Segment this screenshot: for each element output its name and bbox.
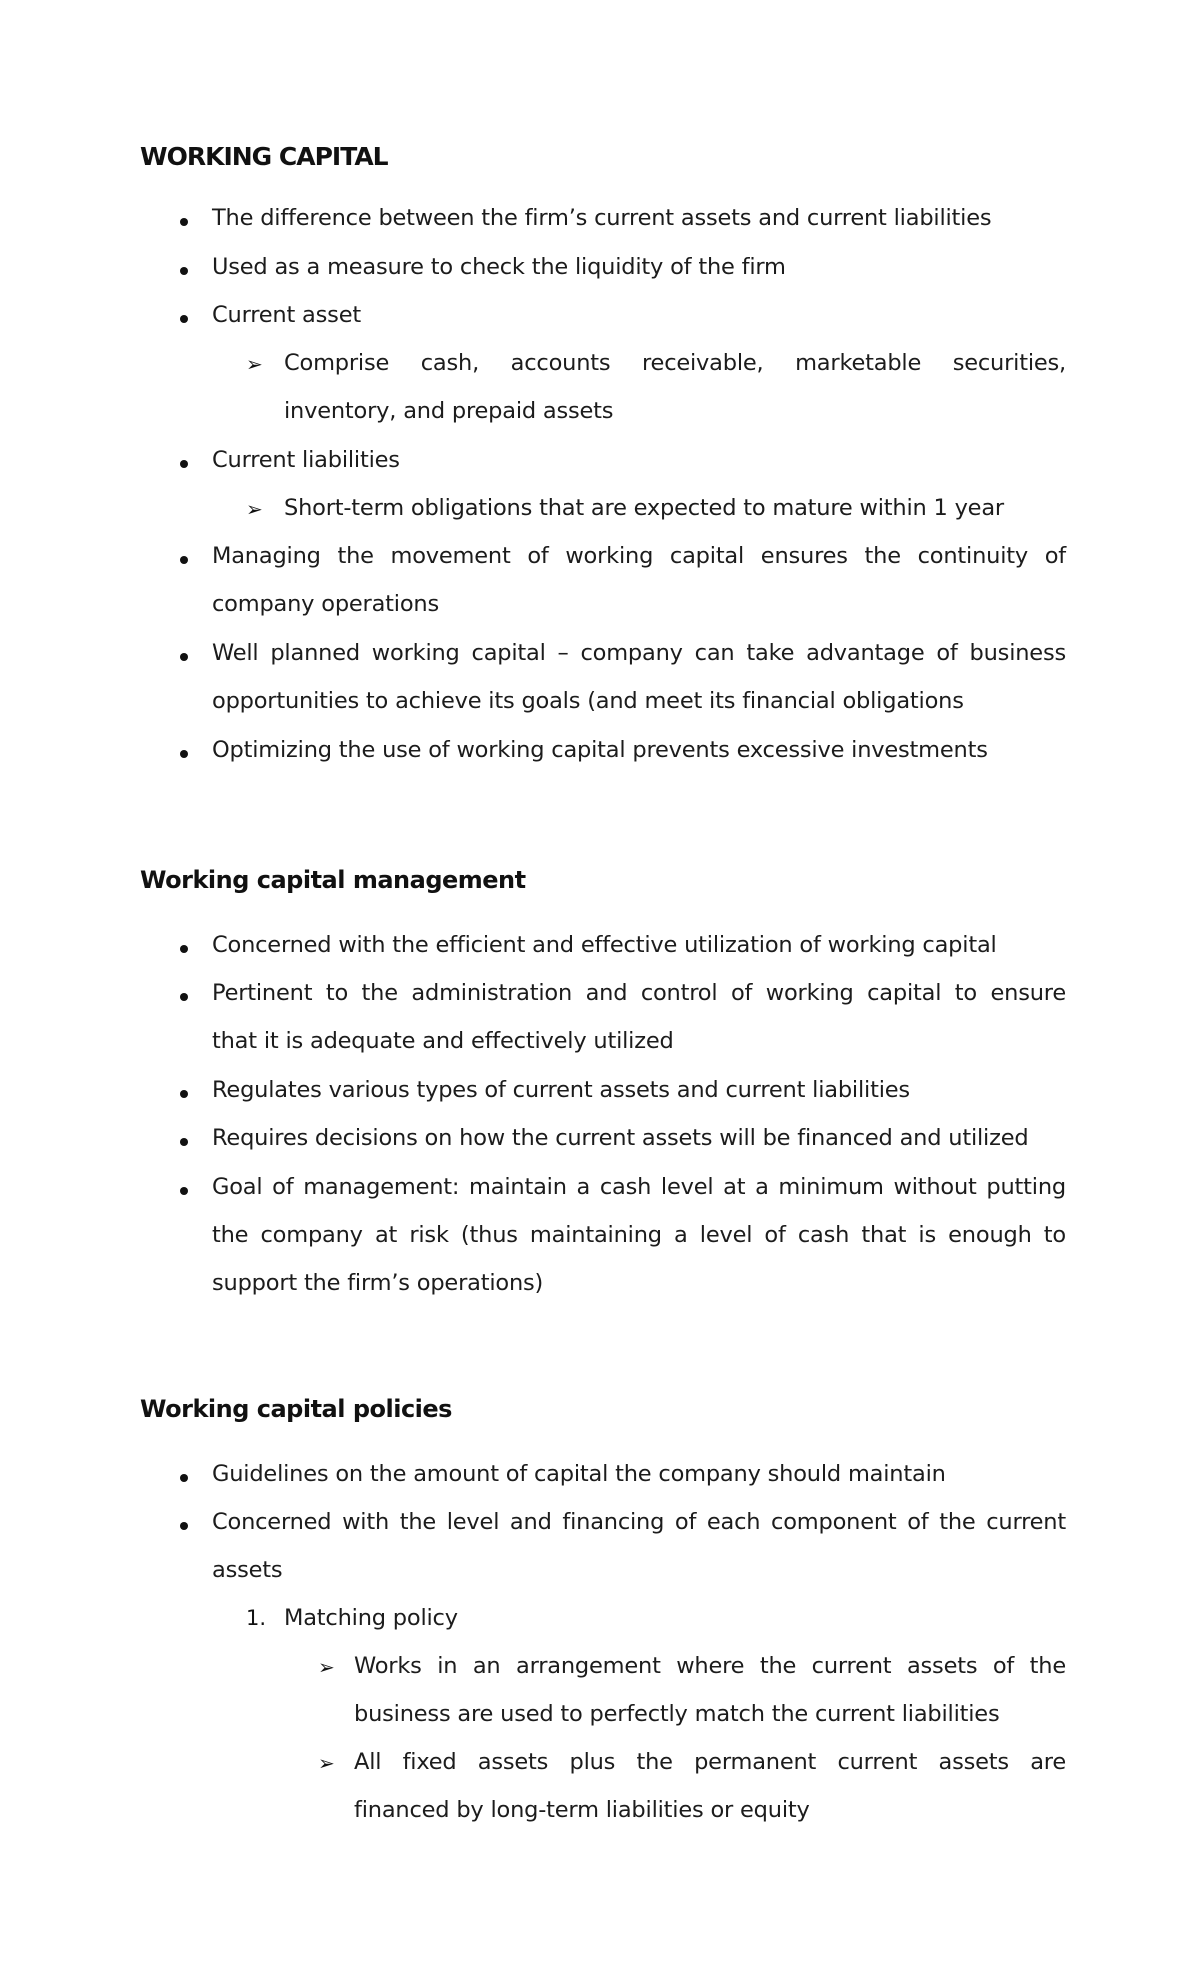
list-item: inventory, and prepaid assets <box>284 398 614 424</box>
section-heading-policies: Working capital policies <box>140 1395 452 1423</box>
list-item: Regulates various types of current assets and current liabilities <box>212 1077 910 1103</box>
list-item: business are used to perfectly match the current liabilities <box>354 1701 1000 1727</box>
list-item: Requires decisions on how the current assets will be financed and utilized <box>212 1125 1029 1151</box>
list-item: Comprise cash, accounts receivable, marketable securities, <box>284 350 1066 376</box>
bullet-icon <box>180 556 188 564</box>
bullet-icon <box>180 315 188 323</box>
arrow-bullet-icon: ➢ <box>246 352 263 376</box>
bullet-icon <box>180 267 188 275</box>
bullet-icon <box>180 1474 188 1482</box>
section-heading-working-capital: WORKING CAPITAL <box>140 142 388 171</box>
list-item: Concerned with the level and financing of each component of the current <box>212 1509 1066 1535</box>
bullet-icon <box>180 1090 188 1098</box>
list-item: the company at risk (thus maintaining a level of cash that is enough to <box>212 1222 1066 1248</box>
list-item: Short-term obligations that are expected to mature within 1 year <box>284 495 1004 521</box>
list-item: The difference between the firm’s current assets and current liabilities <box>212 205 992 231</box>
list-item: Works in an arrangement where the current assets of the <box>354 1653 1066 1679</box>
arrow-bullet-icon: ➢ <box>318 1655 335 1679</box>
bullet-icon <box>180 945 188 953</box>
bullet-icon <box>180 993 188 1001</box>
arrow-bullet-icon: ➢ <box>318 1751 335 1775</box>
list-item: Optimizing the use of working capital prevents excessive investments <box>212 737 988 763</box>
section-heading-management: Working capital management <box>140 866 526 894</box>
bullet-icon <box>180 750 188 758</box>
list-item: Guidelines on the amount of capital the company should maintain <box>212 1461 946 1487</box>
list-item: Current asset <box>212 302 361 328</box>
list-item: Current liabilities <box>212 447 400 473</box>
list-item: assets <box>212 1557 283 1583</box>
bullet-icon <box>180 218 188 226</box>
list-item: Concerned with the efficient and effective utilization of working capital <box>212 932 997 958</box>
list-item: Well planned working capital – company can take advantage of business <box>212 640 1066 666</box>
list-item: financed by long-term liabilities or equity <box>354 1797 810 1823</box>
list-item: Goal of management: maintain a cash level at a minimum without putting <box>212 1174 1066 1200</box>
list-item: Managing the movement of working capital ensures the continuity of <box>212 543 1066 569</box>
bullet-icon <box>180 653 188 661</box>
list-item: Used as a measure to check the liquidity of the firm <box>212 254 786 280</box>
arrow-bullet-icon: ➢ <box>246 497 263 521</box>
bullet-icon <box>180 460 188 468</box>
list-item: company operations <box>212 591 440 617</box>
list-item: that it is adequate and effectively utilized <box>212 1028 674 1054</box>
list-item: opportunities to achieve its goals (and meet its financial obligations <box>212 688 964 714</box>
bullet-icon <box>180 1522 188 1530</box>
list-item: All fixed assets plus the permanent current assets are <box>354 1749 1066 1775</box>
bullet-icon <box>180 1187 188 1195</box>
list-item: Pertinent to the administration and control of working capital to ensure <box>212 980 1066 1006</box>
bullet-icon <box>180 1138 188 1146</box>
list-item: support the firm’s operations) <box>212 1270 544 1296</box>
list-item: Matching policy <box>284 1605 458 1631</box>
list-number: 1. <box>246 1606 267 1630</box>
